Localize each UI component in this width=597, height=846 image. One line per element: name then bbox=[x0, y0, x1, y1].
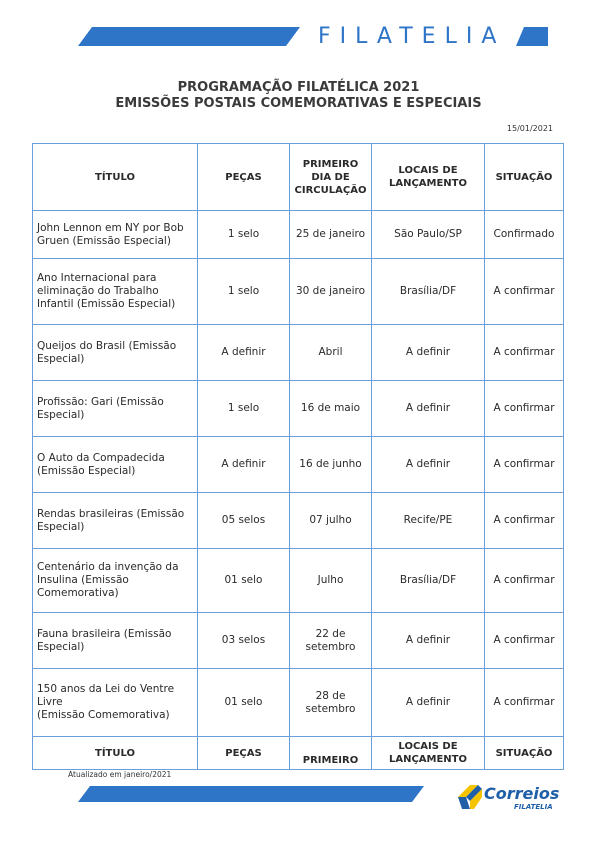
table-row bbox=[33, 549, 564, 613]
header-stripe-right bbox=[516, 27, 548, 46]
local-cell: São Paulo/SP bbox=[372, 211, 485, 259]
header-stripe bbox=[78, 27, 300, 46]
table-row bbox=[33, 325, 564, 381]
pecas-cell: 1 selo bbox=[198, 259, 290, 325]
table-row bbox=[33, 211, 564, 259]
titulo-cell: 150 anos da Lei do Ventre Livre (Emissão Comemorativa) bbox=[33, 669, 198, 737]
situacao-cell: A confirmar bbox=[485, 325, 564, 381]
data-cell: Julho bbox=[290, 549, 372, 613]
pecas-cell: 01 selo bbox=[198, 549, 290, 613]
table-row bbox=[33, 493, 564, 549]
local-cell: A definir bbox=[372, 325, 485, 381]
footer-header-locais: LOCAIS DE LANÇAMENTO bbox=[372, 737, 485, 770]
table-header-row bbox=[33, 144, 564, 211]
pecas-cell: 05 selos bbox=[198, 493, 290, 549]
correios-logo bbox=[456, 780, 566, 814]
situacao-cell: A confirmar bbox=[485, 259, 564, 325]
titulo-cell: Rendas brasileiras (Emissão Especial) bbox=[33, 493, 198, 549]
data-cell: 16 de junho bbox=[290, 437, 372, 493]
table-row bbox=[33, 259, 564, 325]
pecas-cell: A definir bbox=[198, 325, 290, 381]
pecas-cell: 1 selo bbox=[198, 211, 290, 259]
logo-name: Correios bbox=[484, 784, 560, 803]
footer-stripe bbox=[78, 786, 424, 802]
situacao-cell: A confirmar bbox=[485, 549, 564, 613]
data-cell: 22 de setembro bbox=[290, 613, 372, 669]
logo-subtitle: FILATELIA bbox=[514, 803, 553, 811]
situacao-cell: A confirmar bbox=[485, 613, 564, 669]
local-cell: A definir bbox=[372, 669, 485, 737]
column-header-locais: LOCAIS DE LANÇAMENTO bbox=[372, 144, 485, 211]
local-cell: Brasília/DF bbox=[372, 259, 485, 325]
data-cell: Abril bbox=[290, 325, 372, 381]
pecas-cell: 01 selo bbox=[198, 669, 290, 737]
footer-header-pecas: PEÇAS bbox=[198, 737, 290, 770]
column-header-pecas: PEÇAS bbox=[198, 144, 290, 211]
table-row bbox=[33, 381, 564, 437]
situacao-cell: A confirmar bbox=[485, 669, 564, 737]
correios-logo-icon bbox=[456, 783, 484, 811]
footer-header-primeiro: PRIMEIRO bbox=[290, 737, 372, 770]
titulo-cell: Fauna brasileira (Emissão Especial) bbox=[33, 613, 198, 669]
footer-header-titulo: TÍTULO bbox=[33, 737, 198, 770]
titulo-cell: Ano Internacional para eliminação do Trabalho Infantil (Emissão Especial) bbox=[33, 259, 198, 325]
schedule-table bbox=[32, 143, 564, 770]
situacao-cell: Confirmado bbox=[485, 211, 564, 259]
brand-title: FILATELIA bbox=[318, 24, 506, 49]
column-header-primeiro-dia: PRIMEIRO DIA DE CIRCULAÇÃO bbox=[290, 144, 372, 211]
titulo-cell: John Lennon em NY por Bob Gruen (Emissão Especial) bbox=[33, 211, 198, 259]
table-row bbox=[33, 437, 564, 493]
titulo-cell: O Auto da Compadecida (Emissão Especial) bbox=[33, 437, 198, 493]
titulo-cell: Profissão: Gari (Emissão Especial) bbox=[33, 381, 198, 437]
table-body bbox=[33, 211, 564, 737]
data-cell: 07 julho bbox=[290, 493, 372, 549]
table-row bbox=[33, 669, 564, 737]
updated-note: Atualizado em janeiro/2021 bbox=[68, 770, 172, 779]
column-header-titulo: TÍTULO bbox=[33, 144, 198, 211]
pecas-cell: 1 selo bbox=[198, 381, 290, 437]
titulo-cell: Centenário da invenção da Insulina (Emissão Comemorativa) bbox=[33, 549, 198, 613]
local-cell: A definir bbox=[372, 437, 485, 493]
footer-header-situacao: SITUAÇÃO bbox=[485, 737, 564, 770]
data-cell: 16 de maio bbox=[290, 381, 372, 437]
data-cell: 28 de setembro bbox=[290, 669, 372, 737]
situacao-cell: A confirmar bbox=[485, 437, 564, 493]
document-subtitle: EMISSÕES POSTAIS COMEMORATIVAS E ESPECIAIS bbox=[115, 96, 482, 111]
data-cell: 25 de janeiro bbox=[290, 211, 372, 259]
titulo-cell: Queijos do Brasil (Emissão Especial) bbox=[33, 325, 198, 381]
table-row bbox=[33, 613, 564, 669]
local-cell: A definir bbox=[372, 613, 485, 669]
table-footer-row bbox=[33, 737, 564, 770]
local-cell: A definir bbox=[372, 381, 485, 437]
pecas-cell: A definir bbox=[198, 437, 290, 493]
situacao-cell: A confirmar bbox=[485, 493, 564, 549]
local-cell: Recife/PE bbox=[372, 493, 485, 549]
document-title: PROGRAMAÇÃO FILATÉLICA 2021 bbox=[177, 80, 420, 95]
pecas-cell: 03 selos bbox=[198, 613, 290, 669]
local-cell: Brasília/DF bbox=[372, 549, 485, 613]
situacao-cell: A confirmar bbox=[485, 381, 564, 437]
document-date: 15/01/2021 bbox=[506, 124, 553, 133]
data-cell: 30 de janeiro bbox=[290, 259, 372, 325]
column-header-situacao: SITUAÇÃO bbox=[485, 144, 564, 211]
